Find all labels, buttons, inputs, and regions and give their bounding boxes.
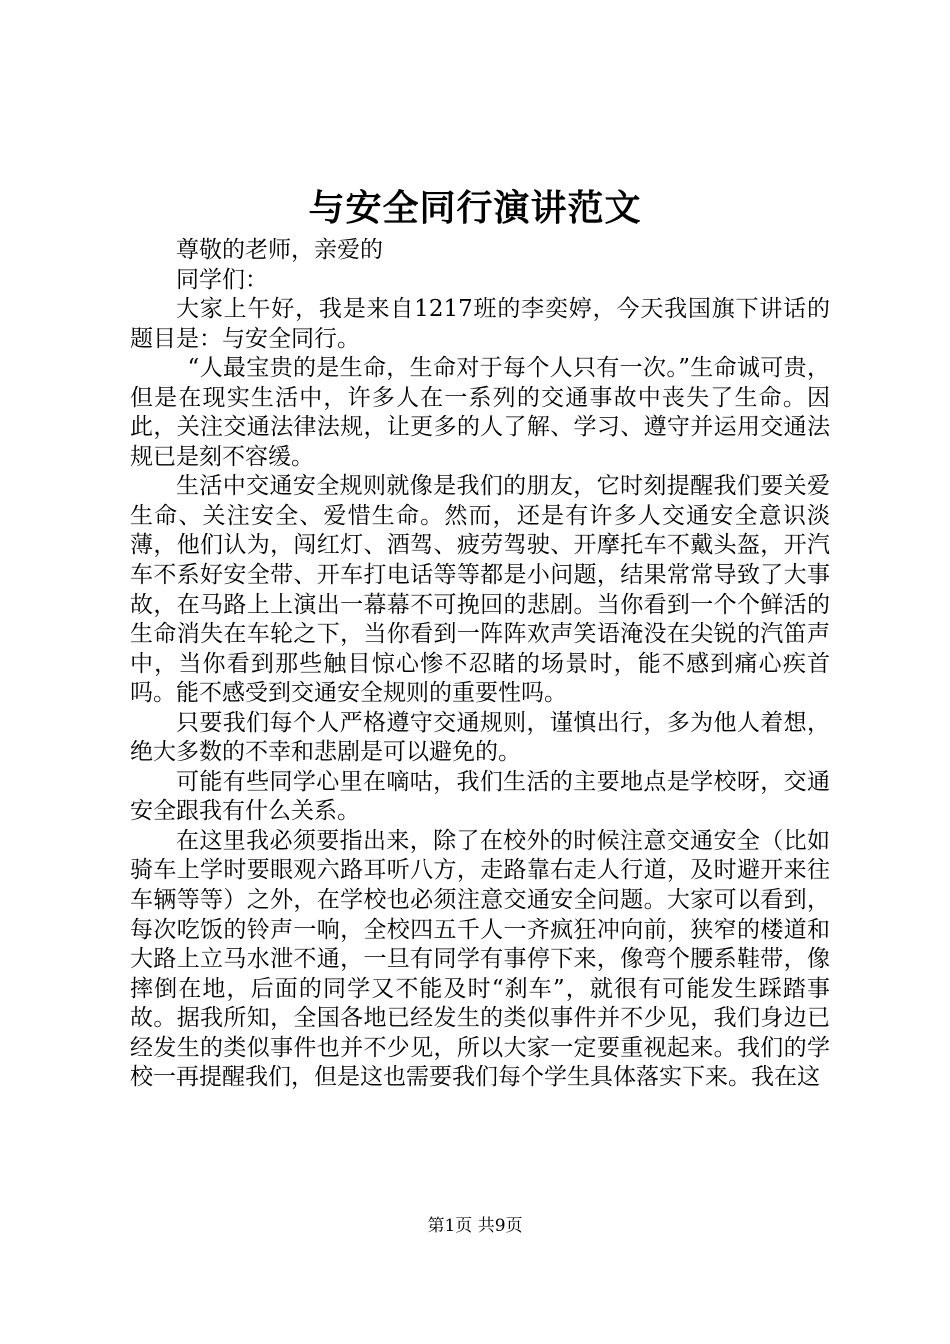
paragraph-life-quote: “人最宝贵的是生命，生命对于每个人只有一次。”生命诚可贵，但是在现实生活中，许多人在一系列的交通事故中丧失了生命。因此，关注交通法律法规，让更多的人了解、学习、遵守并运用交通法规已是刻不容缓。 — [130, 355, 830, 470]
paragraph-school-safety: 在这里我必须要指出来，除了在校外的时候注意交通安全（比如骑车上学时要眼观六路耳听八方，走路靠右走人行道，及时避开来往车辆等等）之外，在学校也必须注意交通安全问题。大家可以看到，每次吃饭的铃声一响，全校四五千人一齐疯狂冲向前，狭窄的楼道和大路上立马水泄不通，一旦有同学有事停下来，像弯个腰系鞋带，像摔倒在地，后面的同学又不能及时“刹车”，就很有可能发生踩踏事故。据我所知，全国各地已经发生的类似事件并不少见，我们身边已经发生的类似事件也并不少见，所以大家一定要重视起来。我们的学校一再提醒我们，但是这也需要我们每个学生具体落实下来。我在这 — [130, 827, 830, 1091]
greeting-line-1: 尊敬的老师，亲爱的 — [176, 237, 383, 263]
document-title: 与安全同行演讲范文 — [308, 187, 642, 229]
paragraph-traffic-rules: 生活中交通安全规则就像是我们的朋友，它时刻提醒我们要关爱生命、关注安全、爱惜生命。然而，还是有许多人交通安全意识淡薄，他们认为，闯红灯、酒驾、疲劳驾驶、开摩托车不戴头盔，开汽车不系好安全带、开车打电话等等都是小问题，结果常常导致了大事故，在马路上上演出一幕幕不可挽回的悲剧。当你看到一个个鲜活的生命消失在车轮之下，当你看到一阵阵欢声笑语淹没在尖锐的汽笛声中，当你看到那些触目惊心惨不忍睹的场景时，能不感到痛心疾首吗。能不感受到交通安全规则的重要性吗。 — [130, 473, 830, 707]
greeting-line-2: 同学们： — [176, 266, 268, 293]
paragraph-obey-rules: 只要我们每个人严格遵守交通规则，谨慎出行，多为他人着想，绝大多数的不幸和悲剧是可以避免的。 — [130, 709, 830, 766]
paragraph-school-question: 可能有些同学心里在嘀咕，我们生活的主要地点是学校呀，交通安全跟我有什么关系。 — [130, 768, 830, 825]
page-number-footer: 第1页 共9页 — [427, 1216, 523, 1236]
document-body — [130, 236, 830, 1093]
paragraph-introduction: 大家上午好，我是来自1217班的李奕婷，今天我国旗下讲话的题目是：与安全同行。 — [130, 296, 830, 352]
